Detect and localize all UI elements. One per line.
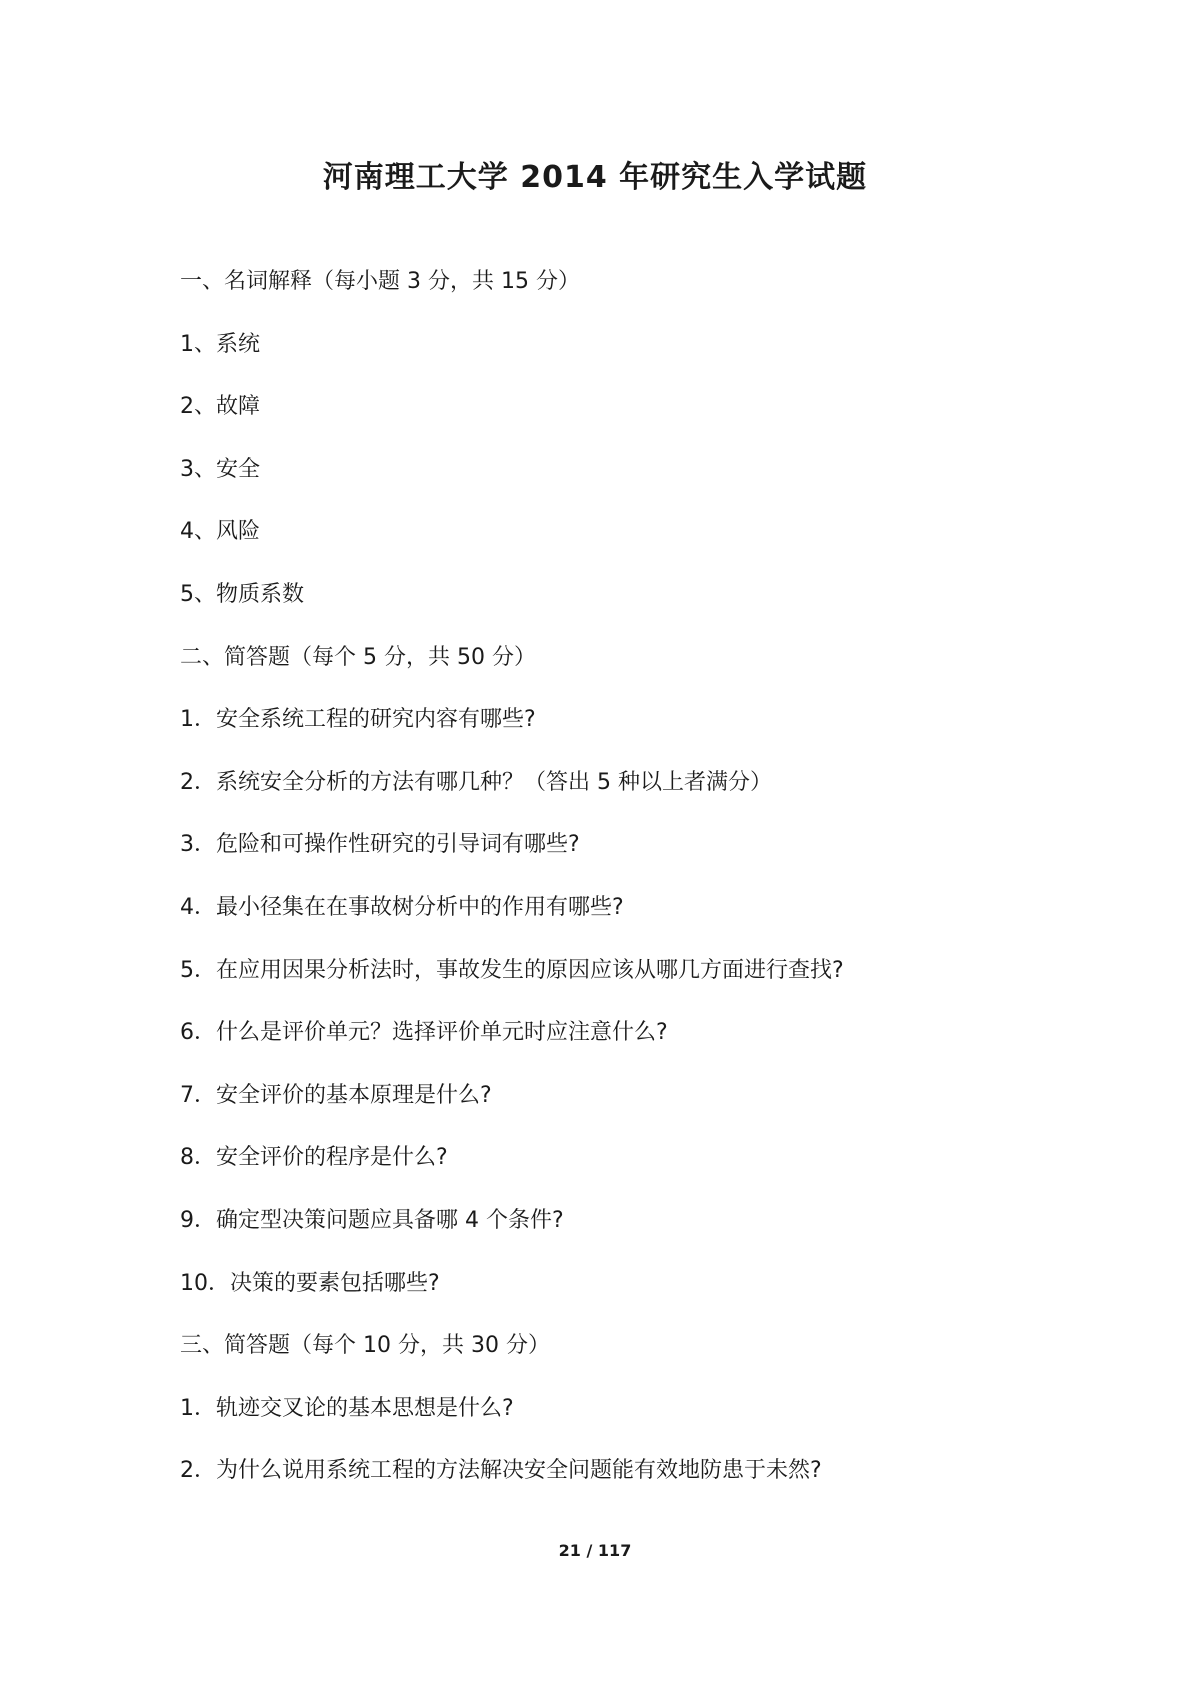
question-item: 1、系统	[180, 331, 260, 357]
question-item: 6．什么是评价单元？选择评价单元时应注意什么?	[180, 1020, 668, 1046]
page-title: 河南理工大学 2014 年研究生入学试题	[322, 160, 868, 195]
question-item: 4、风险	[180, 519, 260, 545]
section-heading: 三、简答题（每个 10 分，共 30 分）	[180, 1333, 550, 1359]
question-item: 2．为什么说用系统工程的方法解决安全问题能有效地防患于未然?	[180, 1458, 822, 1484]
question-list	[180, 266, 1140, 1518]
question-item: 2．系统安全分析的方法有哪几种？（答出 5 种以上者满分）	[180, 769, 772, 795]
section-heading: 二、简答题（每个 5 分，共 50 分）	[180, 644, 536, 670]
question-item: 9．确定型决策问题应具备哪 4 个条件?	[180, 1207, 564, 1233]
question-item: 5．在应用因果分析法时，事故发生的原因应该从哪几方面进行查找?	[180, 957, 844, 983]
question-item: 1．轨迹交叉论的基本思想是什么?	[180, 1395, 514, 1421]
page-number: 21 / 117	[558, 1541, 632, 1560]
question-item: 5、物质系数	[180, 581, 304, 607]
question-item: 4．最小径集在在事故树分析中的作用有哪些?	[180, 894, 624, 920]
question-item: 2、故障	[180, 394, 260, 420]
question-item: 10．决策的要素包括哪些?	[180, 1270, 440, 1296]
question-item: 8．安全评价的程序是什么?	[180, 1145, 448, 1171]
question-item: 1．安全系统工程的研究内容有哪些?	[180, 707, 536, 733]
question-item: 7．安全评价的基本原理是什么?	[180, 1082, 492, 1108]
section-heading: 一、名词解释（每小题 3 分，共 15 分）	[180, 269, 580, 294]
question-item: 3．危险和可操作性研究的引导词有哪些?	[180, 832, 580, 858]
question-item: 3、安全	[180, 456, 260, 482]
